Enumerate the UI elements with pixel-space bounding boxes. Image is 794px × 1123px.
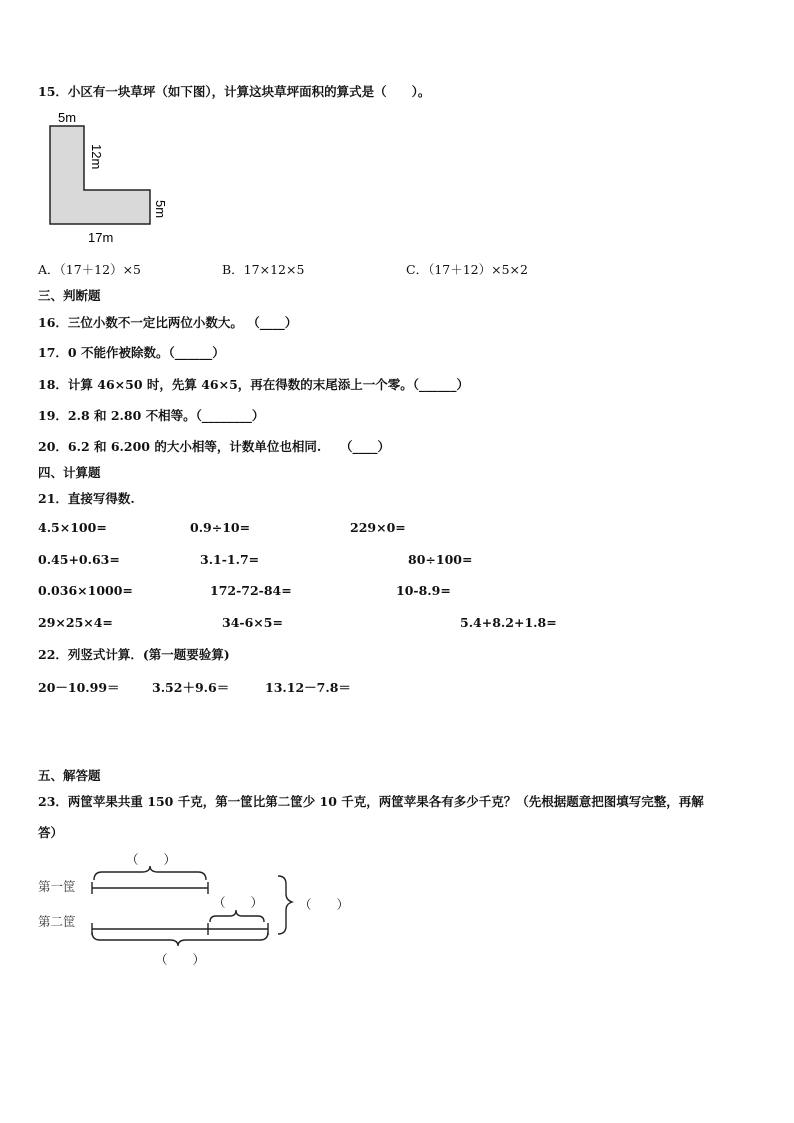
q23-prompt-line2: 答） [38, 825, 64, 840]
calc-r1-c3: 229×0= [350, 520, 406, 535]
l-shaped-lawn [50, 126, 150, 224]
calc-r4-c3: 5.4+8.2+1.8= [460, 615, 557, 630]
q17: 17．0 不能作被除数。（______） [38, 345, 225, 360]
q20: 20．6.2 和 6.200 的大小相等，计数单位也相同. （____） [38, 439, 390, 454]
calc-r2-c1: 0.45+0.63= [38, 552, 120, 567]
basket2-brace [92, 932, 268, 946]
label-top-5m: 5m [58, 110, 77, 125]
calc-r1-c1: 4.5×100= [38, 520, 107, 535]
q19: 19．2.8 和 2.80 不相等。（________） [38, 408, 265, 423]
calc-r2-c3: 80÷100= [408, 552, 473, 567]
calc-r3-c1: 0.036×1000= [38, 583, 133, 598]
calc-r4-c2: 34-6×5= [222, 615, 283, 630]
basket1-brace [94, 866, 206, 880]
basket1-segment [92, 882, 208, 894]
calc-r3-c3: 10-8.9= [396, 583, 451, 598]
basket1-top-blank: （ ） [126, 852, 177, 867]
section-4-heading: 四、计算题 [38, 465, 101, 480]
lawn-figure [38, 108, 178, 248]
q23-prompt-line1: 23．两筐苹果共重 150 千克，第一筐比第二筐少 10 千克，两筐苹果各有多少千克？（先根据题意把图填写完整，再解 [38, 794, 704, 809]
calc-r2-c2: 3.1-1.7= [200, 552, 260, 567]
q21-prompt: 21．直接写得数. [38, 491, 135, 506]
calc-r3-c2: 172-72-84= [210, 583, 292, 598]
total-brace [278, 876, 292, 934]
q18: 18．计算 46×50 时，先算 46×5，再在得数的末尾添上一个零。（______） [38, 377, 470, 392]
section-5-heading: 五、解答题 [38, 768, 101, 783]
q16: 16．三位小数不一定比两位小数大。 （____） [38, 315, 298, 330]
q15-option-c: C．（17＋12）×5×2 [406, 262, 528, 277]
basket2-segment [92, 923, 268, 935]
q22-prompt: 22．列竖式计算．(第一题要验算) [38, 647, 230, 662]
q15-prompt: 15．小区有一块草坪（如下图），计算这块草坪面积的算式是（ ）。 [38, 84, 431, 99]
q15-option-b: B．17×12×5 [222, 262, 305, 277]
basket1-label: 第一筐 [38, 879, 76, 894]
label-12m: 12m [89, 144, 104, 170]
basket-line-diagram [0, 860, 320, 980]
q22-item-2: 3.52＋9.6＝ [152, 680, 230, 695]
calc-r4-c1: 29×25×4= [38, 615, 113, 630]
label-right-5m: 5m [153, 200, 168, 219]
basket2-label: 第二筐 [38, 914, 76, 929]
section-3-heading: 三、判断题 [38, 288, 101, 303]
basket2-bottom-blank: （ ） [155, 952, 206, 967]
calc-r1-c2: 0.9÷10= [190, 520, 251, 535]
label-17m: 17m [88, 230, 114, 245]
difference-brace [210, 910, 264, 922]
total-blank: （ ） [299, 897, 350, 912]
difference-blank: （ ） [213, 895, 264, 910]
q22-item-1: 20－10.99＝ [38, 680, 120, 695]
q22-item-3: 13.12－7.8＝ [265, 680, 351, 695]
q15-option-a: A．（17＋12）×5 [38, 262, 142, 277]
